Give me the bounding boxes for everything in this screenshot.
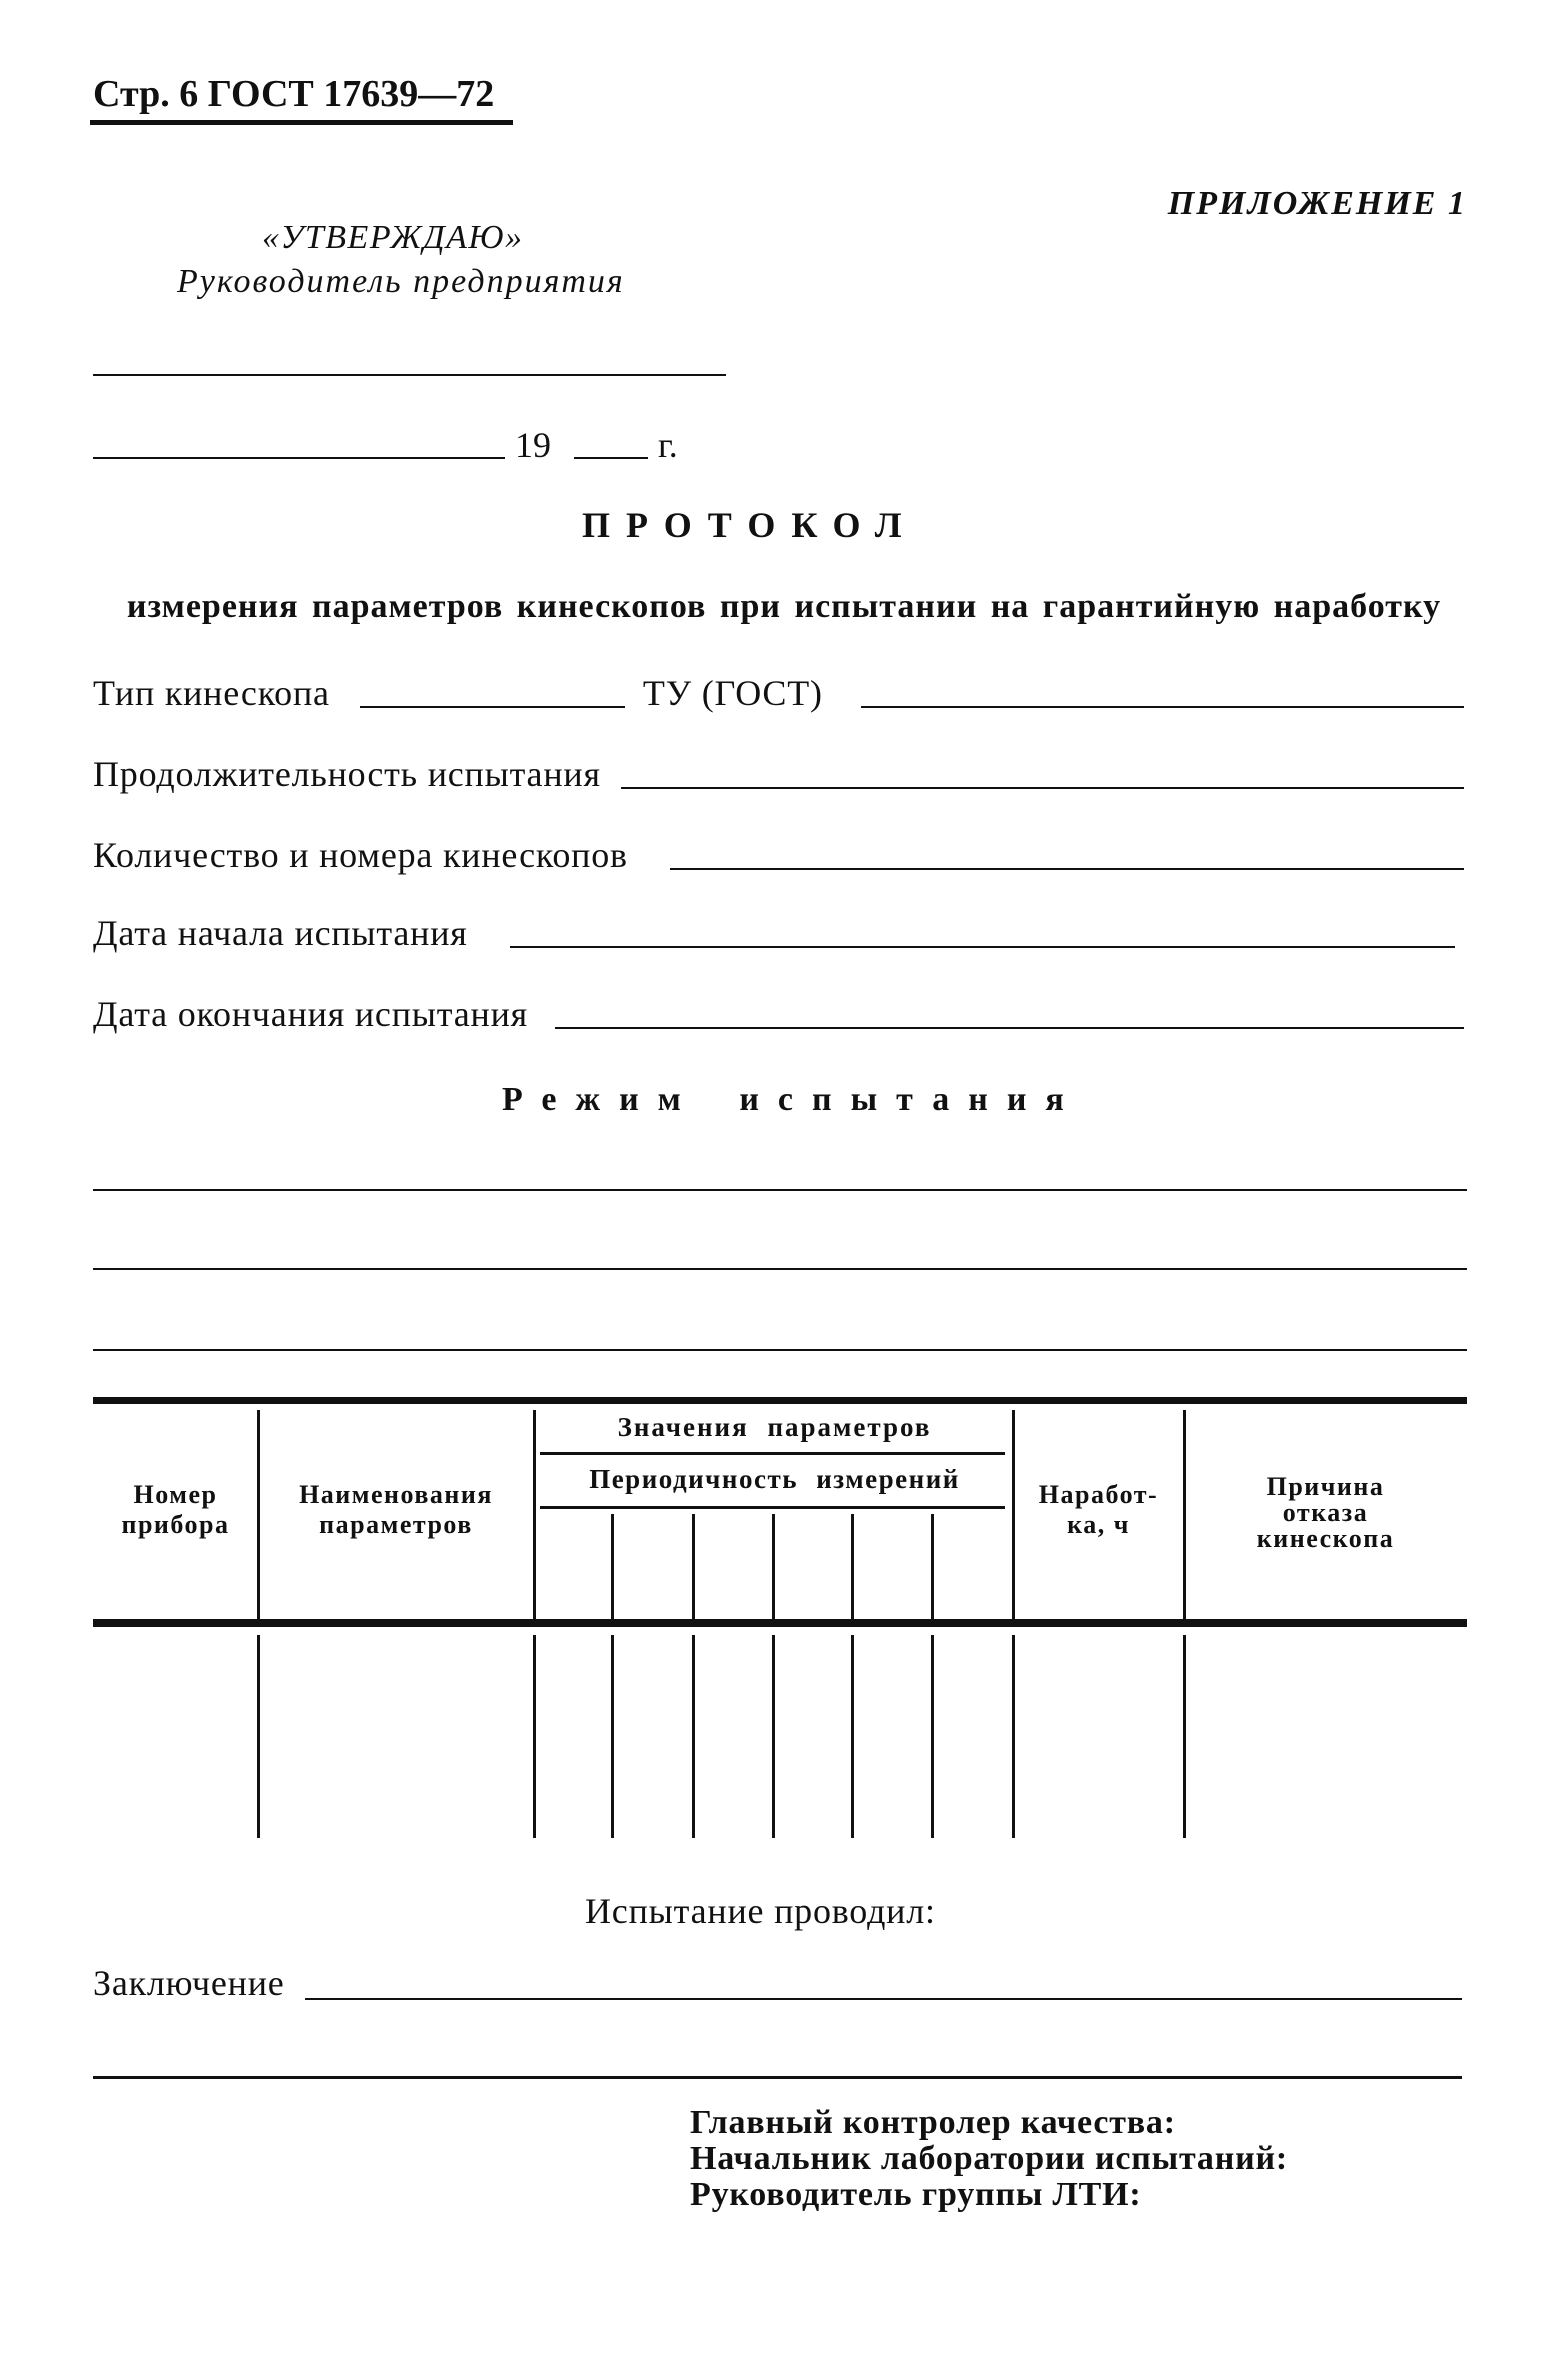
spec-fill-line (861, 706, 1464, 708)
signature-block (690, 2105, 1288, 2213)
approval-position: Руководитель предприятия (177, 263, 625, 300)
header-text: прибора (121, 1510, 230, 1539)
table-cell-measurement (772, 1635, 851, 1838)
field-row-start-date (93, 911, 1455, 955)
header-failure-cause (1184, 1474, 1467, 1552)
signature-group-leader: Руководитель группы ЛТИ: (690, 2176, 1142, 2213)
signature-chief-quality-controller: Главный контролер качества: (690, 2104, 1176, 2141)
header-parameter-names (258, 1480, 534, 1540)
header-underline (90, 120, 513, 125)
table-cell-parameter-names (257, 1635, 534, 1838)
approval-date-line (93, 457, 505, 459)
approval-year-line (574, 457, 648, 459)
header-text: Наработ- (1038, 1480, 1159, 1509)
table-cell-measurement (851, 1635, 931, 1838)
spec-label: ТУ (ГОСТ) (642, 673, 823, 713)
test-mode-line-2 (93, 1268, 1467, 1270)
header-text: параметров (319, 1510, 473, 1539)
table-cell-measurement (533, 1635, 612, 1838)
tube-type-fill-line (360, 706, 625, 708)
conclusion-row (93, 1961, 1462, 2005)
end-date-label: Дата окончания испытания (93, 994, 528, 1034)
periodicity-subcolumn-divider (931, 1514, 934, 1619)
table-cell-operating-hours (1012, 1635, 1183, 1838)
periodicity-subcolumn-divider (851, 1514, 854, 1619)
test-mode-line-3 (93, 1349, 1467, 1351)
table-cell-device-number (93, 1635, 258, 1838)
conclusion-second-line (93, 2076, 1462, 2079)
start-date-fill-line (510, 946, 1455, 948)
count-numbers-fill-line (670, 868, 1464, 870)
appendix-label: ПРИЛОЖЕНИЕ 1 (1167, 185, 1467, 222)
protocol-title: ПРОТОКОЛ (582, 505, 918, 545)
periodicity-subcolumn-divider (772, 1514, 775, 1619)
conclusion-fill-line (305, 1998, 1462, 2000)
header-text: ка, ч (1067, 1510, 1130, 1539)
field-row-count-numbers (93, 833, 1464, 877)
year-suffix: г. (658, 425, 678, 465)
approval-title: «УТВЕРЖДАЮ» (262, 219, 524, 256)
header-operating-hours (1013, 1480, 1184, 1540)
header-periodicity-underline (540, 1506, 1005, 1509)
test-mode-line-1 (93, 1189, 1467, 1191)
periodicity-subcolumn-divider (692, 1514, 695, 1619)
table-cell-measurement (611, 1635, 692, 1838)
table-top-rule (93, 1397, 1467, 1404)
count-numbers-label: Количество и номера кинескопов (93, 835, 628, 875)
signature-lab-head: Начальник лаборатории испытаний: (690, 2140, 1289, 2177)
duration-label: Продолжительность испытания (93, 754, 601, 794)
header-text: кинескопа (1256, 1524, 1395, 1553)
header-values-underline (540, 1452, 1005, 1455)
protocol-subtitle: измерения параметров кинескопов при испытании на гарантийную наработку (126, 588, 1442, 625)
tube-type-label: Тип кинескопа (93, 673, 330, 713)
conducted-by-label: Испытание проводил: (585, 1891, 936, 1931)
end-date-fill-line (555, 1027, 1464, 1029)
table-cell-failure-cause (1183, 1635, 1467, 1838)
table-cell-measurement (931, 1635, 1012, 1838)
header-text: отказа (1282, 1498, 1369, 1527)
field-row-end-date (93, 992, 1464, 1036)
periodicity-subcolumn-divider (611, 1514, 614, 1619)
header-text: Наименования (299, 1480, 493, 1509)
page-number: Стр. 6 (93, 73, 199, 115)
header-text: Номер (133, 1480, 218, 1509)
table-header-rule (93, 1619, 1467, 1627)
header-text: Причина (1266, 1472, 1385, 1501)
conclusion-label: Заключение (93, 1963, 285, 2003)
duration-fill-line (621, 787, 1464, 789)
table-cell-measurement (692, 1635, 772, 1838)
year-prefix: 19 (515, 425, 551, 465)
approval-signature-line (93, 374, 726, 376)
start-date-label: Дата начала испытания (93, 913, 468, 953)
field-row-duration (93, 752, 1464, 796)
test-mode-title: Режим испытания (502, 1081, 1083, 1118)
header-periodicity: Периодичность измерений (589, 1464, 960, 1494)
header-device-number (93, 1480, 258, 1540)
field-row-tube-type (93, 671, 1464, 715)
header-parameter-values: Значения параметров (617, 1412, 932, 1442)
page-header (93, 74, 494, 114)
standard-number: ГОСТ 17639—72 (207, 73, 495, 115)
